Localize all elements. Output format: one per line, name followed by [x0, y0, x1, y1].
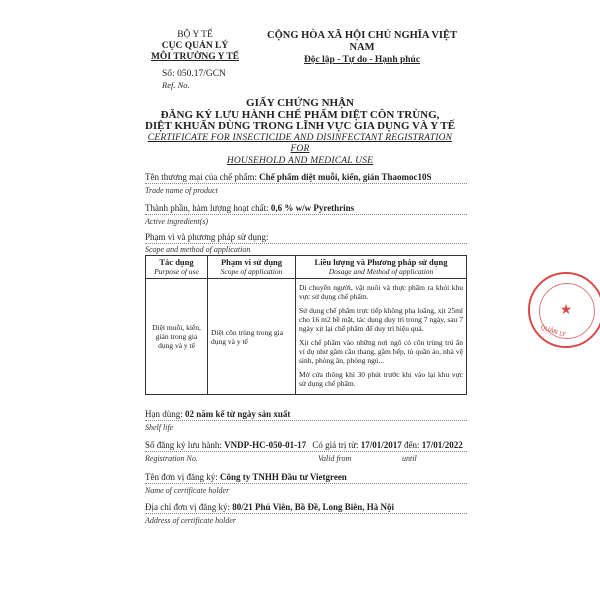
trade-name-en: Trade name of product: [145, 186, 218, 195]
table-row: [146, 279, 467, 395]
country-name: CỘNG HÒA XÃ HỘI CHỦ NGHĨA VIỆT NAM: [267, 30, 457, 53]
valid-from-date: 17/01/2017: [360, 440, 402, 450]
dosage-step: Sử dụng chế phẩm trực tiếp không pha loãng, xịt 25ml cho 16 m2 bề mặt, tác dụng duy trì trong 7 ngày, sau 7 ngày xịt lại chế phẩm để duy trì hiệu quả.: [299, 306, 463, 333]
shelf-life-value: 02 năm kể từ ngày sản xuất: [185, 409, 291, 419]
official-stamp: [528, 272, 600, 348]
scope-field: Phạm vi và phương pháp sử dụng:: [145, 232, 269, 242]
dosage-step: Xịt chế phẩm vào những nơi ngõ có côn trùng trú ẩn ví dụ như gầm cầu thang, gầm bếp, tủ quần áo, nhà vệ sinh, phòng ăn, phòng ngủ...: [299, 338, 463, 365]
agency-name-line1: CỤC QUẢN LÝ: [161, 41, 229, 51]
divider: [145, 483, 467, 484]
holder-en: Name of certificate holder: [145, 486, 230, 495]
dosage-step: Mở cửa thông khí 30 phút trước khi vào lại khu vực sử dụng chế phẩm.: [299, 370, 463, 388]
national-header: [262, 30, 462, 66]
dosage-step: Di chuyển người, vật nuôi và thực phẩm ra khỏi khu vực sử dụng chế phẩm.: [299, 283, 463, 301]
holder-field: Tên đơn vị đăng ký: Công ty TNHH Đầu tư Vietgreen: [145, 472, 347, 482]
trade-name-field: Tên thương mại của chế phẩm: Chế phẩm diệt muỗi, kiến, gián Thaomoc10S: [145, 172, 432, 182]
stamp-star-icon: ★: [559, 302, 573, 318]
registration-number: VNDP-HC-050-01-17: [224, 440, 307, 450]
title-en-line1: CERTIFICATE FOR INSECTICIDE AND DISINFECTANT REGISTRATION FOR: [147, 132, 453, 154]
registration-en: Registration No.: [145, 454, 198, 463]
valid-until-date: 17/01/2022: [421, 440, 463, 450]
shelf-life-en: Shelf life: [145, 423, 174, 432]
header-dosage: Liều lượng và Phương pháp sử dụng Dosage and Method of application: [296, 256, 467, 279]
shelf-life-field: Hạn dùng: 02 năm kể từ ngày sản xuất: [145, 409, 291, 419]
divider: [145, 214, 467, 215]
divider: [145, 420, 467, 421]
divider: [145, 243, 467, 244]
divider: [145, 451, 467, 452]
title-line2: ĐĂNG KÝ LƯU HÀNH CHẾ PHẨM DIỆT CÔN TRÙNG,: [160, 108, 440, 121]
title-line1: GIẤY CHỨNG NHẬN: [246, 97, 354, 109]
table-header-row: [146, 256, 467, 279]
trade-name-value: Chế phẩm diệt muỗi, kiến, gián Thaomoc10S: [259, 172, 432, 182]
agency-name-line2: MÔI TRƯỜNG Y TẾ: [150, 52, 240, 62]
header-purpose: Tác dụng Purpose of use: [146, 256, 208, 279]
title-en-line2: HOUSEHOLD AND MEDICAL USE: [226, 155, 374, 166]
address-field: Địa chỉ đơn vị đăng ký: 80/21 Phú Viên, Bồ Đề, Long Biên, Hà Nội: [145, 502, 395, 512]
divider: [145, 183, 467, 184]
purpose-cell: Diệt muỗi, kiến, gián trong gia dụng và y tế: [146, 279, 208, 395]
certificate-number: Số: 050.17/GCN: [162, 69, 226, 79]
ingredients-field: Thành phần, hàm lượng hoạt chất: 0,6 % w/w Pyrethrins: [145, 203, 355, 213]
registration-field: Số đăng ký lưu hành: VNDP-HC-050-01-17 Có giá trị từ: 17/01/2017 đến: 17/01/2022: [145, 440, 463, 450]
application-table: [145, 255, 467, 395]
dosage-cell: [296, 279, 467, 395]
valid-from-en: Valid from: [318, 454, 352, 463]
holder-value: Công ty TNHH Đầu tư Vietgreen: [220, 472, 347, 482]
ministry-name: BỘ Y TẾ: [177, 30, 213, 40]
divider: [145, 513, 467, 514]
issuer-block: [140, 30, 250, 91]
certificate-title: [140, 98, 460, 167]
address-en: Address of certificate holder: [145, 516, 237, 525]
ingredients-value: 0,6 % w/w Pyrethrins: [270, 203, 355, 213]
scope-en: Scope and method of application: [145, 245, 251, 254]
ingredients-en: Active ingredient(s): [145, 217, 209, 226]
ref-no-label: Ref. No.: [162, 80, 190, 90]
address-value: 80/21 Phú Viên, Bồ Đề, Long Biên, Hà Nội: [232, 502, 395, 512]
header-scope: Phạm vi sử dụng Scope of application: [208, 256, 296, 279]
title-line3: DIỆT KHUẨN DÙNG TRONG LĨNH VỰC GIA DỤNG VÀ Y TẾ: [144, 120, 456, 132]
national-motto: Độc lập - Tự do - Hạnh phúc: [303, 55, 421, 65]
stamp-text: QUẢN LÝ: [539, 324, 567, 339]
scope-cell: Diệt côn trùng trong gia dụng và y tế: [208, 279, 296, 395]
valid-until-en: until: [402, 454, 417, 463]
